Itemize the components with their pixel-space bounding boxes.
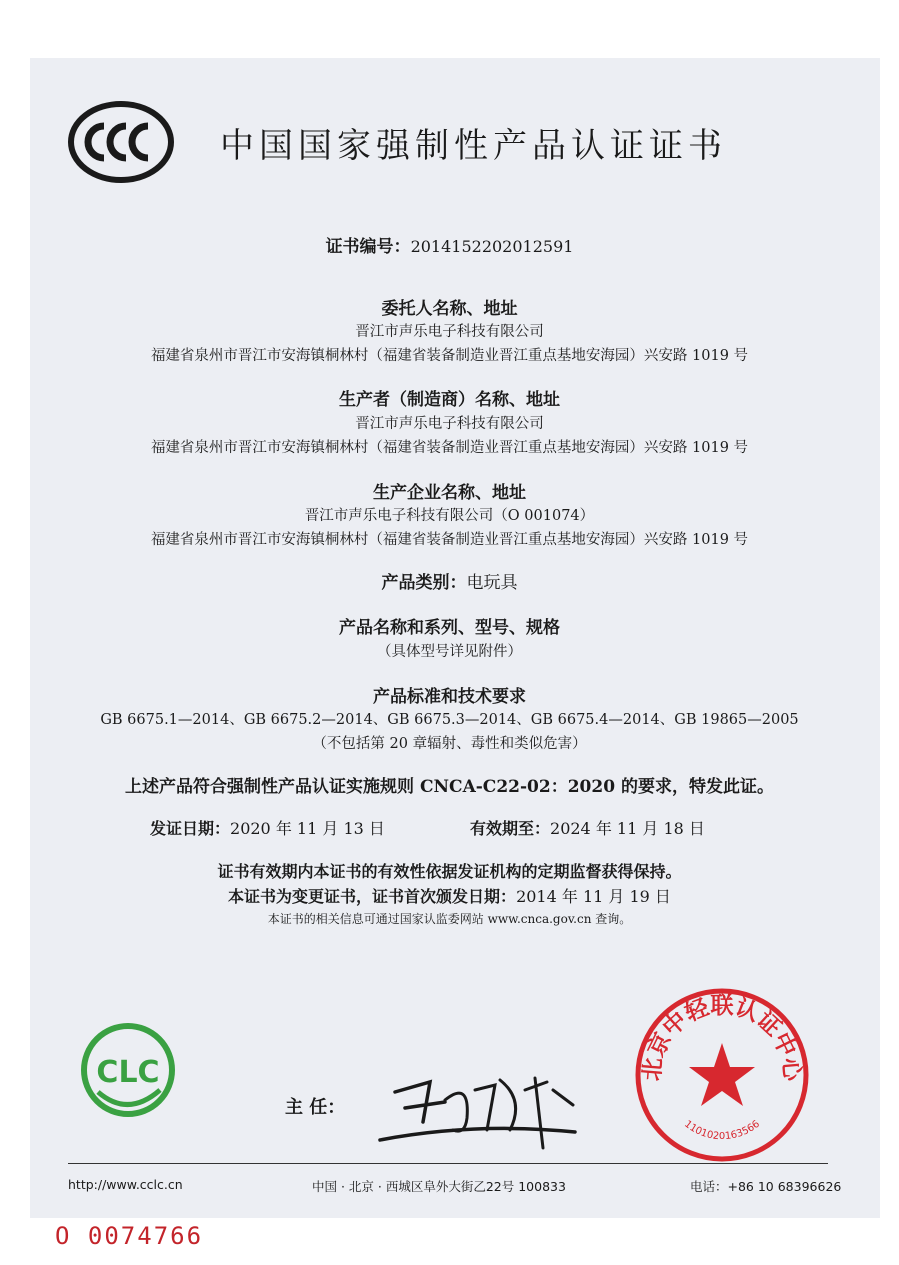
svg-text:1101020163566: 1101020163566 [682,1118,762,1143]
standards-note: （不包括第 20 章辐射、毒性和类似危害） [312,736,587,752]
factory-name: 晋江市声乐电子科技有限公司（O 001074） [304,508,595,524]
star-icon [689,1043,755,1106]
factory-heading: 生产企业名称、地址 [373,483,526,503]
footer-phone: 电话：+86 10 68396626 [690,1179,842,1194]
standards-list: GB 6675.1—2014、GB 6675.2—2014、GB 6675.3—2014、GB 6675.4—2014、GB 19865—2005 [100,712,799,728]
footer-divider [68,1163,828,1164]
product-note: （具体型号详见附件） [377,644,522,660]
website-note: 本证书的相关信息可通过国家认监委网站 www.cnca.gov.cn 查询。 [267,912,632,926]
product-heading: 产品名称和系列、型号、规格 [339,618,560,638]
ccc-logo [66,100,176,185]
footer-address: 中国 · 北京 · 西城区阜外大街乙22号 100833 [312,1179,566,1194]
manufacturer-heading: 生产者（制造商）名称、地址 [339,390,560,410]
manufacturer-address: 福建省泉州市晋江市安海镇桐林村（福建省装备制造业晋江重点基地安海园）兴安路 1019 号 [150,440,749,456]
certificate-number: 证书编号：2014152202012591 [325,237,574,257]
product-category: 产品类别：电玩具 [381,573,518,593]
clc-logo [78,1020,178,1120]
client-address: 福建省泉州市晋江市安海镇桐林村（福建省装备制造业晋江重点基地安海园）兴安路 1019 号 [150,348,749,364]
director-signature [375,1060,585,1160]
manufacturer-name: 晋江市声乐电子科技有限公司 [355,416,544,432]
client-name: 晋江市声乐电子科技有限公司 [355,324,544,340]
director-label: 主 任： [285,1097,346,1118]
expiry-date: 有效期至：2024 年 11 月 18 日 [470,819,705,838]
change-note: 本证书为变更证书，证书首次颁发日期：2014 年 11 月 19 日 [228,887,671,906]
client-heading: 委托人名称、地址 [381,299,518,319]
footer-url: http://www.cclc.cn [68,1177,183,1192]
issue-date: 发证日期：2020 年 11 月 13 日 [150,819,385,838]
svg-text:北京中轻联认证中心: 北京中轻联认证中心 [639,993,805,1082]
certificate-title: 中国国家强制性产品认证证书 [220,126,727,166]
conformity-statement: 上述产品符合强制性产品认证实施规则 CNCA-C22-02：2020 的要求，特发此证。 [125,777,774,797]
serial-number: O 0074766 [55,1222,204,1250]
certification-seal [632,985,812,1165]
standards-heading: 产品标准和技术要求 [373,687,526,707]
svg-text:CLC: CLC [96,1055,160,1090]
validity-note: 证书有效期内本证书的有效性依据发证机构的定期监督获得保持。 [217,862,682,881]
factory-address: 福建省泉州市晋江市安海镇桐林村（福建省装备制造业晋江重点基地安海园）兴安路 1019 号 [150,532,749,548]
